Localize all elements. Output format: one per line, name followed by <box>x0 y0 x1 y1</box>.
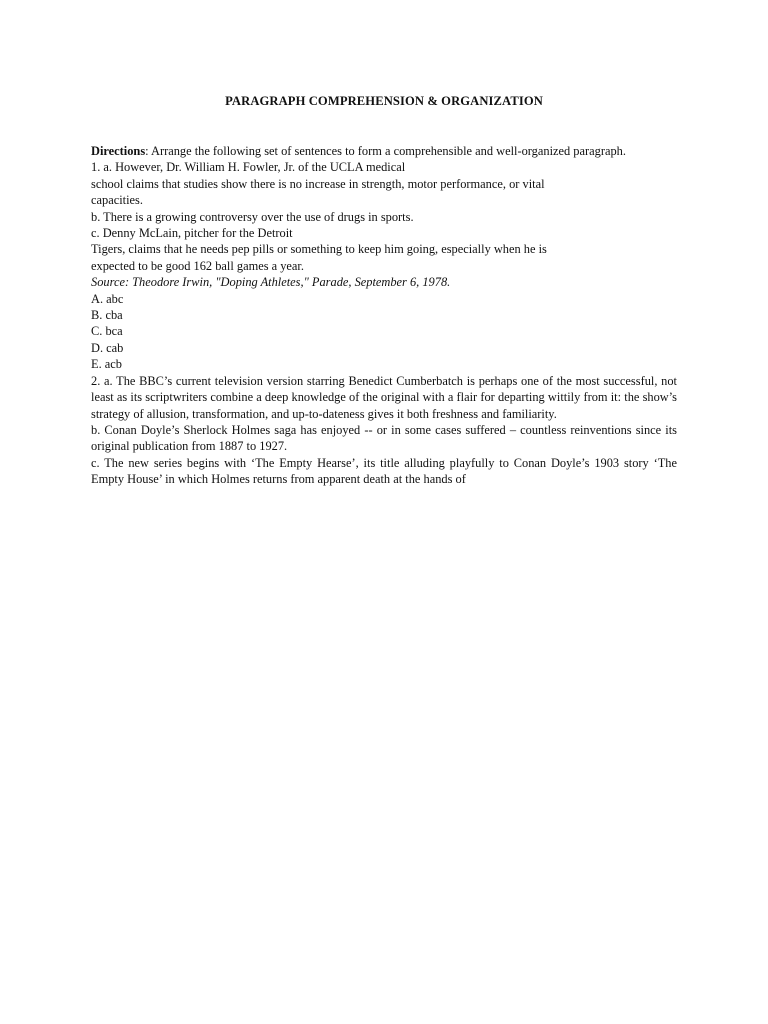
directions-label: Directions <box>91 144 146 158</box>
q1-sentence-b: b. There is a growing controversy over the use of drugs in sports. <box>91 209 414 224</box>
q1-sentence-c-line3: expected to be good 162 ball games a year. <box>91 258 304 273</box>
q1-option-a: A. abc <box>91 291 124 306</box>
q1-sentence-a-line3: capacities. <box>91 193 143 208</box>
q1-option-c: C. bca <box>91 324 123 339</box>
q2-sentence-b: b. Conan Doyle’s Sherlock Holmes saga has enjoyed -- or in some cases suffered – countless reinventions since its original publication from 1887 to 1927. <box>91 422 677 454</box>
q2-sentence-a: 2. a. The BBC’s current television version starring Benedict Cumberbatch is perhaps one of the most successful, not least as its scriptwriters combine a deep knowledge of the original with a flair for departing wittily from it: the show’s strategy of allusion, transformation, and up-to-dateness gives it both freshness and familiarity. <box>91 373 677 421</box>
q1-option-d: D. cab <box>91 340 124 355</box>
document-body <box>91 143 677 488</box>
q2-sentence-c: c. The new series begins with ‘The Empty Hearse’, its title alluding playfully to Conan Doyle’s 1903 story ‘The Empty House’ in which Holmes returns from apparent death at the hands of <box>91 455 677 487</box>
q1-sentence-c-line2: Tigers, claims that he needs pep pills or something to keep him going, especially when he is <box>91 242 547 257</box>
q1-sentence-a-line1: 1. a. However, Dr. William H. Fowler, Jr. of the UCLA medical <box>91 160 406 175</box>
q1-option-e: E. acb <box>91 357 122 372</box>
q1-sentence-c-line1: c. Denny McLain, pitcher for the Detroit <box>91 226 293 241</box>
page-title: PARAGRAPH COMPREHENSION & ORGANIZATION <box>225 94 543 108</box>
q1-option-b: B. cba <box>91 308 123 323</box>
directions-text: : Arrange the following set of sentences to form a comprehensible and well-organized paragraph. <box>145 144 626 158</box>
q1-source: Source: Theodore Irwin, "Doping Athletes," Parade, September 6, 1978. <box>91 275 451 290</box>
q1-sentence-a-line2: school claims that studies show there is no increase in strength, motor performance, or vital <box>91 176 545 191</box>
directions-paragraph <box>91 143 677 159</box>
